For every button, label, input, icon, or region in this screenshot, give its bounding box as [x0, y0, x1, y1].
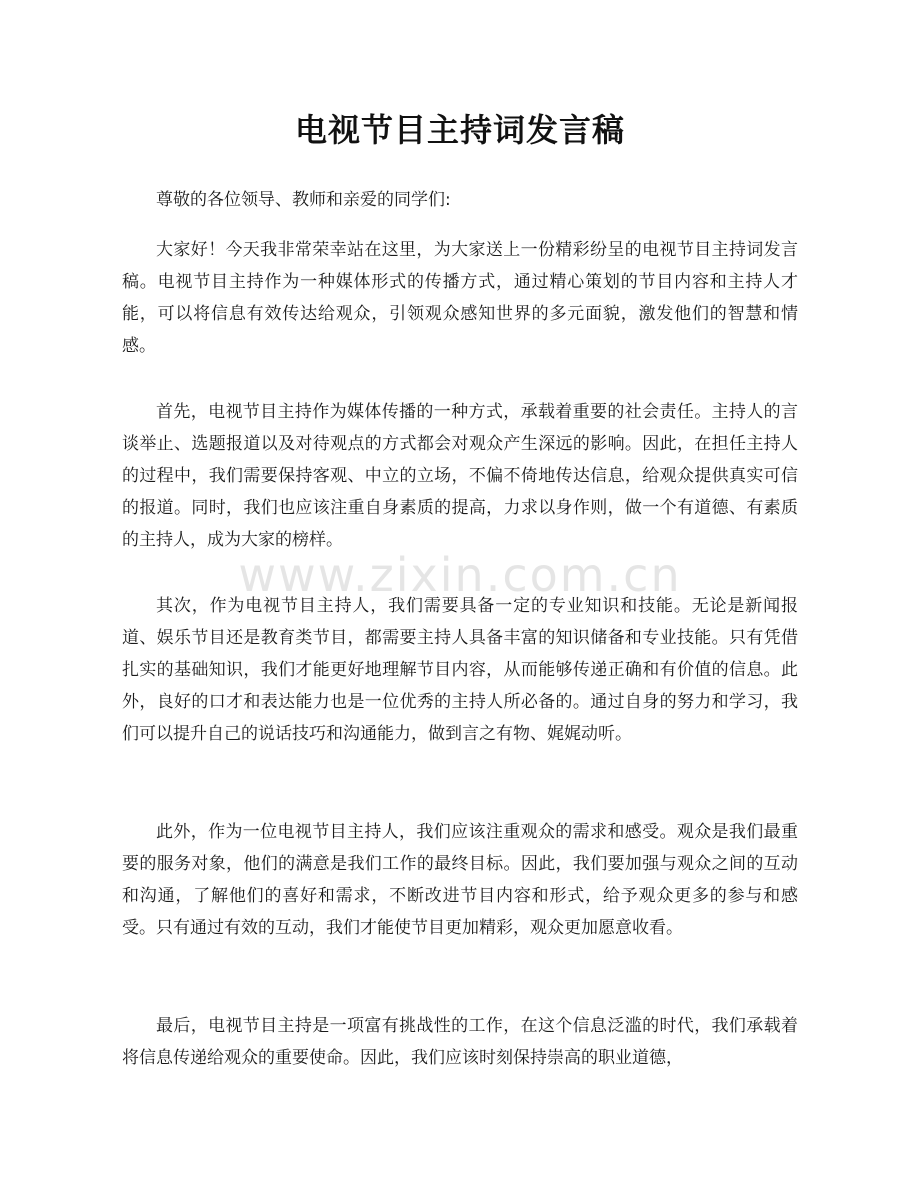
- paragraph-2: 首先，电视节目主持作为媒体传播的一种方式，承载着重要的社会责任。主持人的言谈举止、选题报道以及对待观点的方式都会对观众产生深远的影响。因此，在担任主持人的过程中，我们需要保持客观、中立的立场，不偏不倚地传达信息，给观众提供真实可信的报道。同时，我们也应该注重自身素质的提高，力求以身作则，做一个有道德、有素质的主持人，成为大家的榜样。: [122, 402, 798, 550]
- salutation: 尊敬的各位领导、教师和亲爱的同学们:: [156, 190, 451, 210]
- document-title: 电视节目主持词发言稿: [294, 111, 625, 149]
- paragraph-4: 此外，作为一位电视节目主持人，我们应该注重观众的需求和感受。观众是我们最重要的服务对象，他们的满意是我们工作的最终目标。因此，我们要加强与观众之间的互动和沟通，了解他们的喜好和需求，不断改进节目内容和形式，给予观众更多的参与和感受。只有通过有效的互动，我们才能使节目更加精彩，观众更加愿意收看。: [122, 822, 798, 938]
- paragraph-5: 最后，电视节目主持是一项富有挑战性的工作，在这个信息泛滥的时代，我们承载着将信息传递给观众的重要使命。因此，我们应该时刻保持崇高的职业道德，: [122, 1016, 798, 1068]
- paragraph-1: 大家好！今天我非常荣幸站在这里，为大家送上一份精彩纷呈的电视节目主持词发言稿。电视节目主持作为一种媒体形式的传播方式，通过精心策划的节目内容和主持人才能，可以将信息有效传达给观众，引领观众感知世界的多元面貌，激发他们的智慧和情感。: [122, 240, 798, 356]
- paragraph-3: 其次，作为电视节目主持人，我们需要具备一定的专业知识和技能。无论是新闻报道、娱乐节目还是教育类节目，都需要主持人具备丰富的知识储备和专业技能。只有凭借扎实的基础知识，我们才能更好地理解节目内容，从而能够传递正确和有价值的信息。此外，良好的口才和表达能力也是一位优秀的主持人所必备的。通过自身的努力和学习，我们可以提升自己的说话技巧和沟通能力，做到言之有物、娓娓动听。: [122, 596, 798, 744]
- watermark: www.zixin.com.cn: [238, 548, 682, 602]
